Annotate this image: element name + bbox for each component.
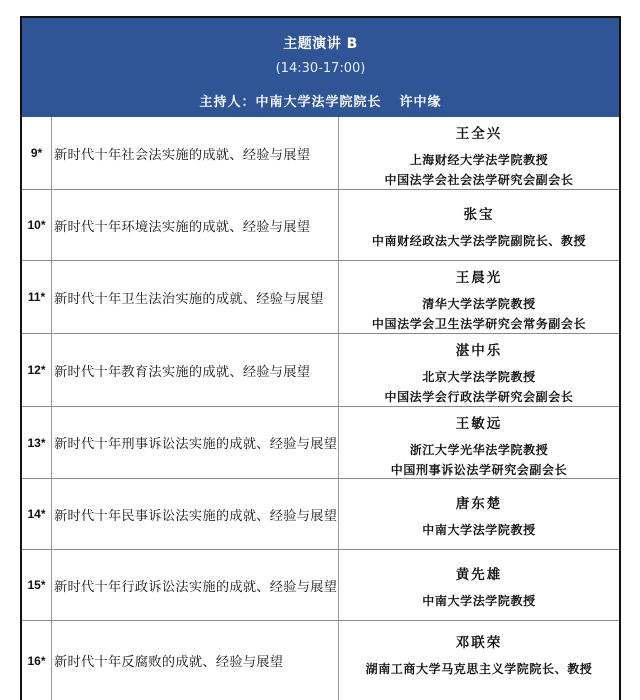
speaker-affiliation: 中国法学会社会法学研究会副会长	[384, 173, 574, 187]
session-title: 主题演讲 B	[283, 36, 358, 52]
speaker-affiliation: 浙江大学光华法学院教授	[409, 443, 549, 457]
talk-number: 16*	[22, 621, 52, 700]
talk-rows	[22, 117, 619, 700]
table-row	[22, 117, 619, 189]
speaker-name: 湛中乐	[455, 343, 503, 359]
speaker-cell	[339, 407, 619, 478]
speaker-affiliation: 中南大学法学院教授	[422, 523, 536, 537]
speaker-cell	[339, 261, 619, 333]
speaker-cell	[339, 621, 619, 700]
talk-number: 11*	[22, 261, 52, 333]
talk-topic: 新时代十年刑事诉讼法实施的成就、经验与展望	[52, 407, 339, 478]
speaker-affiliation: 中国刑事诉讼法学研究会副会长	[390, 463, 568, 477]
session-header	[22, 18, 619, 117]
session-time: (14:30-17:00)	[275, 61, 366, 76]
speaker-affiliation: 清华大学法学院教授	[422, 297, 536, 311]
schedule-table	[20, 16, 621, 700]
speaker-affiliation: 中国法学会行政法学研究会副会长	[384, 390, 574, 404]
host-label: 主持人：中南大学法学院院长	[199, 95, 382, 110]
speaker-cell	[339, 479, 619, 549]
talk-number: 12*	[22, 334, 52, 406]
speaker-affiliation: 中南财经政法大学法学院副院长、教授	[371, 234, 587, 248]
table-row	[22, 189, 619, 260]
talk-number: 15*	[22, 550, 52, 620]
speaker-affiliation: 上海财经大学法学院教授	[409, 153, 549, 167]
speaker-name: 唐东楚	[455, 496, 503, 512]
table-row	[22, 478, 619, 549]
speaker-cell	[339, 334, 619, 406]
speaker-affiliation: 湖南工商大学马克思主义学院院长、教授	[365, 662, 593, 676]
speaker-name: 邓联荣	[455, 635, 503, 651]
speaker-cell	[339, 117, 619, 189]
talk-number: 10*	[22, 190, 52, 260]
speaker-name: 王晨光	[455, 270, 503, 286]
speaker-affiliation: 中南大学法学院教授	[422, 594, 536, 608]
speaker-cell	[339, 190, 619, 260]
table-row	[22, 333, 619, 406]
table-row	[22, 620, 619, 700]
talk-topic: 新时代十年社会法实施的成就、经验与展望	[52, 117, 339, 189]
table-row	[22, 549, 619, 620]
talk-number: 9*	[22, 117, 52, 189]
speaker-affiliation: 中国法学会卫生法学研究会常务副会长	[371, 317, 587, 331]
talk-topic: 新时代十年环境法实施的成就、经验与展望	[52, 190, 339, 260]
talk-topic: 新时代十年行政诉讼法实施的成就、经验与展望	[52, 550, 339, 620]
table-row	[22, 260, 619, 333]
host-name: 许中缘	[399, 95, 442, 110]
table-row	[22, 406, 619, 478]
talk-topic: 新时代十年民事诉讼法实施的成就、经验与展望	[52, 479, 339, 549]
session-host	[22, 91, 619, 110]
speaker-name: 王全兴	[455, 126, 503, 142]
speaker-name: 王敏远	[455, 416, 503, 432]
talk-topic: 新时代十年卫生法治实施的成就、经验与展望	[52, 261, 339, 333]
talk-number: 14*	[22, 479, 52, 549]
speaker-name: 张宝	[463, 207, 495, 223]
talk-topic: 新时代十年教育法实施的成就、经验与展望	[52, 334, 339, 406]
speaker-cell	[339, 550, 619, 620]
speaker-affiliation: 北京大学法学院教授	[422, 370, 536, 384]
talk-topic: 新时代十年反腐败的成就、经验与展望	[52, 621, 339, 700]
speaker-name: 黄先雄	[455, 567, 503, 583]
talk-number: 13*	[22, 407, 52, 478]
